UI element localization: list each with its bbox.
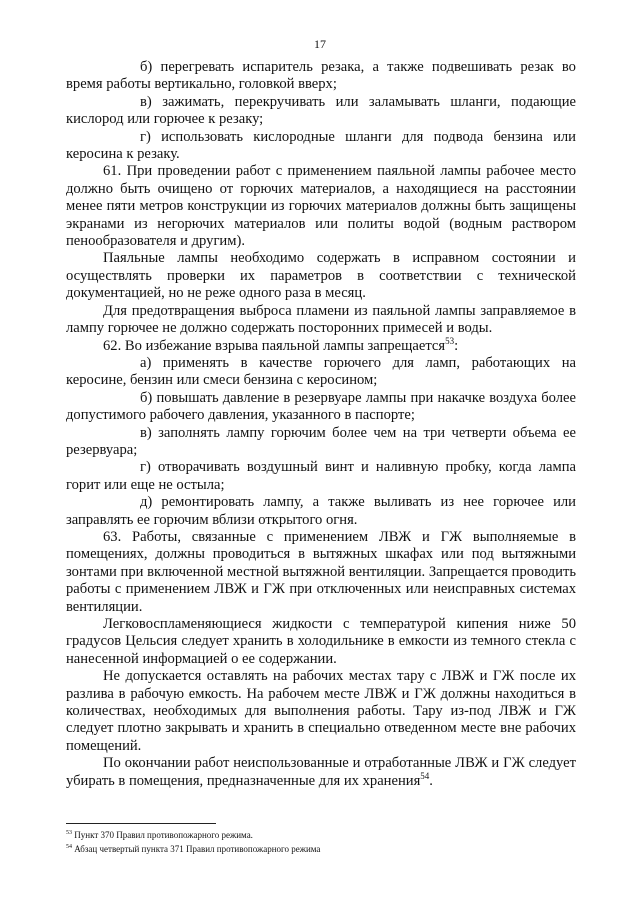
- footnote-text: Абзац четвертый пункта 371 Правил противопожарного режима: [74, 844, 321, 854]
- footnote-text: Пункт 370 Правил противопожарного режима.: [74, 830, 253, 840]
- item-label: д): [140, 494, 153, 511]
- footnote-mark: 53: [66, 830, 72, 836]
- footnote-ref[interactable]: 54: [420, 770, 430, 781]
- item-label: в): [140, 424, 152, 441]
- paragraph-text: повышать давление в резервуаре лампы при накачке воздуха более допустимого рабочего давления, указанного в паспорте;: [66, 389, 576, 424]
- item-label: г): [140, 128, 151, 145]
- paragraph: [66, 459, 576, 494]
- paragraph-text: Во избежание взрыва паяльной лампы запрещается: [124, 337, 446, 354]
- paragraph-text: Легковоспламеняющиеся жидкости с температурой кипения ниже 50 градусов Цельсия следует хранить в холодильнике в емкости из темного стекла с нанесенной информацией о ее содержании.: [66, 616, 576, 667]
- paragraph: [66, 335, 576, 355]
- footnote-ref[interactable]: 53: [445, 335, 455, 346]
- footnotes: [66, 827, 576, 855]
- page-number: 17: [314, 37, 326, 51]
- paragraph-text: При проведении работ с применением паяльной лампы рабочее место должно быть очищено от горючих материалов, а находящиеся на расстоянии менее пяти метров конструкции из горючих материалов должны быть защищены экранами из негорючих материалов или политы водой (водным раствором пенообразователя и другим).: [66, 163, 576, 250]
- paragraph-text: применять в качестве горючего для ламп, работающих на керосине, бензин или смеси бензина с керосином;: [66, 354, 576, 389]
- item-label: 61.: [103, 163, 122, 180]
- document-body: [66, 59, 576, 790]
- paragraph: [66, 529, 576, 616]
- paragraph-text: заполнять лампу горючим более чем на три четверти объема ее резервуара;: [66, 424, 576, 458]
- item-label: 62.: [103, 337, 122, 354]
- footnote-mark: 54: [66, 844, 72, 850]
- paragraph: [66, 163, 576, 250]
- paragraph-text: отворачивать воздушный винт и наливную пробку, когда лампа горит или еще не остыла;: [66, 459, 576, 493]
- paragraph: [66, 303, 576, 338]
- item-label: г): [140, 459, 151, 476]
- paragraph-text: перегревать испаритель резака, а также подвешивать резак во время работы вертикально, головкой вверх;: [66, 59, 576, 93]
- paragraph-tail: :: [454, 337, 459, 354]
- paragraph: [66, 755, 576, 790]
- paragraph: [66, 250, 576, 302]
- paragraph: [66, 616, 576, 668]
- paragraph-text: Работы, связанные с применением ЛВЖ и ГЖ выполняемые в помещениях, должны проводиться в вытяжных шкафах или под вытяжными зонтами при включенной местной вытяжной вентиляции. Запрещается проводить работы с применением ЛВЖ и ГЖ при отключенных или неисправных системах вентиляции.: [66, 528, 576, 615]
- paragraph-text: ремонтировать лампу, а также выливать из нее горючее или заправлять ее горючим вблизи открытого огня.: [66, 494, 576, 528]
- item-label: б): [140, 389, 153, 406]
- item-label: б): [140, 59, 153, 75]
- paragraph: [66, 59, 576, 94]
- footnote: [66, 841, 576, 855]
- paragraph-tail: .: [429, 772, 433, 789]
- item-label: 63.: [103, 528, 122, 545]
- paragraph: [66, 425, 576, 460]
- footnote-divider: [66, 823, 216, 824]
- paragraph: [66, 355, 576, 390]
- paragraph-text: Паяльные лампы необходимо содержать в исправном состоянии и осуществлять проверки их параметров в соответствии с технической документацией, но не реже одного раза в месяц.: [66, 250, 576, 302]
- item-label: а): [140, 354, 152, 371]
- paragraph-text: использовать кислородные шланги для подвода бензина или керосина к резаку.: [66, 128, 576, 163]
- paragraph: [66, 94, 576, 129]
- footnote: [66, 827, 576, 841]
- paragraph-text: зажимать, перекручивать или заламывать шланги, подающие кислород или горючее к резаку;: [66, 93, 577, 128]
- paragraph: [66, 129, 576, 164]
- paragraph-text: Не допускается оставлять на рабочих местах тару с ЛВЖ и ГЖ после их разлива в рабочую емкость. На рабочем месте ЛВЖ и ГЖ должны находиться в количествах, необходимых для выполнения работы. Тару из-под ЛВЖ и ГЖ следует плотно закрывать и хранить в специально отведенном месте вне рабочих помещений.: [66, 668, 576, 754]
- paragraph: [66, 390, 576, 425]
- paragraph: [66, 494, 576, 529]
- paragraph-text: По окончании работ неиспользованные и отработанные ЛВЖ и ГЖ следует убирать в помещения, предназначенные для их хранения: [66, 755, 576, 789]
- paragraph: [66, 668, 576, 755]
- item-label: в): [140, 93, 152, 110]
- paragraph-text: Для предотвращения выброса пламени из паяльной лампы заправляемое в лампу горючее не должно содержать посторонних примесей и воды.: [66, 302, 576, 337]
